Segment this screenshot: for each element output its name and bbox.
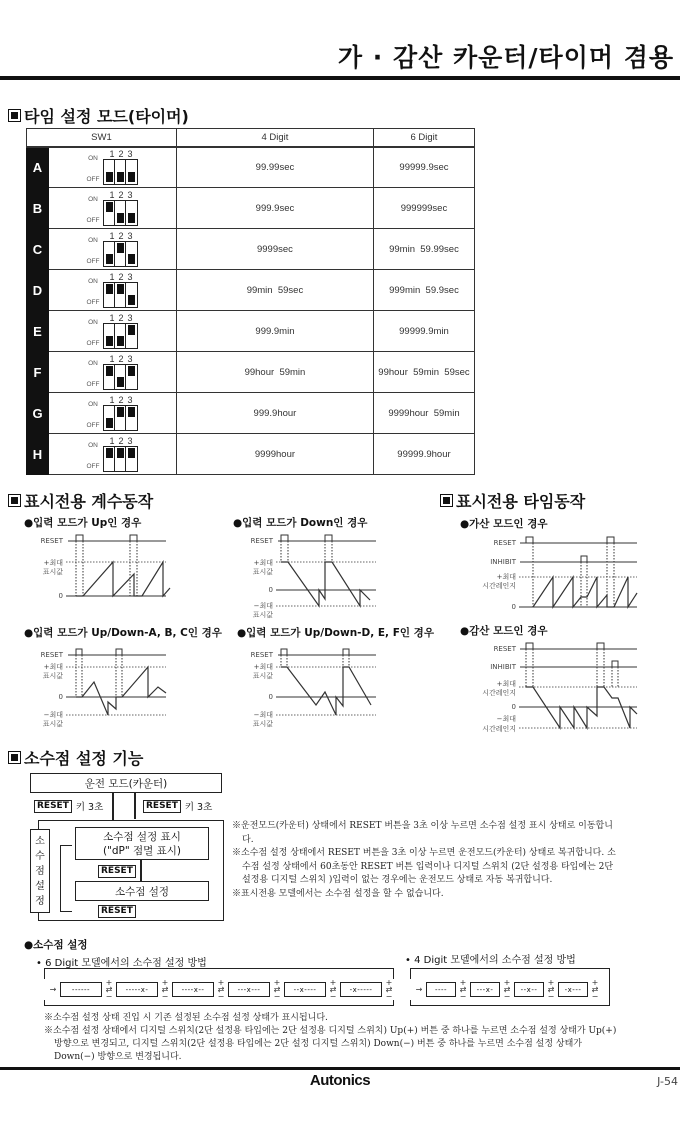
switch-number: 1	[109, 271, 115, 282]
plus-sign: +	[217, 978, 225, 987]
switch-number: 1	[109, 312, 115, 323]
label-minus-max: −최대	[253, 602, 273, 610]
label-display-value: 표시값	[252, 568, 273, 576]
switch-number: 2	[118, 148, 124, 159]
six-digit-sequence	[44, 979, 398, 1000]
switch-number: 3	[127, 394, 133, 405]
dip-switch-1	[104, 160, 115, 184]
label-zero: 0	[268, 586, 273, 594]
table-row	[27, 434, 475, 475]
updown-arrows-icon: + ⇄ −	[503, 978, 511, 1001]
six-digit-label: • 6 Digit 모델에서의 소수점 설정 방법	[36, 958, 207, 969]
dip-switch-icon	[103, 405, 138, 431]
label-display-value: 표시값	[252, 611, 273, 619]
label-time-range: 시간레인지	[482, 725, 516, 733]
display-cell: -----x-	[116, 982, 158, 997]
label-plus-max: +최대	[253, 663, 273, 671]
display-cell: --x----	[284, 982, 326, 997]
switch-number: 2	[118, 353, 124, 364]
switch-number: 3	[127, 230, 133, 241]
chart-title-sub: ●감산 모드인 경우	[460, 625, 548, 637]
label-zero: 0	[511, 703, 516, 711]
plus-sign: +	[503, 978, 511, 987]
label-minus-max: −최대	[496, 715, 516, 723]
row-label: E	[27, 311, 49, 352]
minus-sign: −	[329, 992, 337, 1001]
dip-switch-1	[104, 447, 115, 471]
label-zero: 0	[58, 592, 63, 600]
side-char: 설	[35, 880, 45, 892]
switch-number: 1	[109, 230, 115, 241]
display-cell: --x--	[514, 982, 544, 997]
table-row	[27, 352, 475, 393]
timing-chart-ud-abc	[30, 645, 180, 729]
label-zero: 0	[58, 693, 63, 701]
dip-switch-cell	[49, 229, 177, 270]
on-label: ON	[88, 442, 98, 449]
timing-chart-down	[240, 530, 390, 622]
switch-number: 3	[127, 189, 133, 200]
minus-sign: −	[503, 992, 511, 1001]
switch-number: 1	[109, 394, 115, 405]
note: ※운전모드(카운터) 상태에서 RESET 버튼을 3초 이상 누르면 소수점 설정 표시 상태로 이동합니다.	[232, 821, 613, 845]
dip-switch-icon	[103, 446, 138, 472]
off-label: OFF	[86, 217, 100, 224]
four-digit-sequence	[410, 979, 604, 1000]
switch-number: 2	[118, 435, 124, 446]
plus-sign: +	[105, 978, 113, 987]
row-label: F	[27, 352, 49, 393]
dip-switch-2	[115, 160, 126, 184]
minus-sign: −	[591, 992, 599, 1001]
on-label: ON	[88, 237, 98, 244]
dip-switch-2	[115, 406, 126, 430]
dip-switch-3	[126, 324, 137, 348]
col-header-4digit: 4 Digit	[176, 129, 373, 147]
box-line: ("dP" 점멸 표시)	[102, 844, 182, 857]
label-display-value: 표시값	[252, 720, 273, 728]
square-bullet-icon	[8, 109, 21, 122]
dip-switch-icon	[103, 200, 138, 226]
switch-number: 2	[118, 189, 124, 200]
label-reset: RESET	[250, 537, 273, 545]
on-label: ON	[88, 278, 98, 285]
bottom-notes	[44, 1012, 624, 1064]
dip-switch-icon	[103, 159, 138, 185]
row-label: A	[27, 147, 49, 188]
header-divider	[0, 76, 680, 80]
row-label: B	[27, 188, 49, 229]
minus-sign: −	[105, 992, 113, 1001]
switch-number: 2	[118, 230, 124, 241]
label-zero: 0	[511, 603, 516, 611]
cell-4digit: 99min 59sec	[176, 270, 373, 311]
arrow-line	[140, 860, 142, 881]
table-row	[27, 393, 475, 434]
label-plus-max: +최대	[496, 680, 516, 688]
cell-6digit: 99999.9sec	[373, 147, 474, 188]
table-row	[27, 147, 475, 188]
switch-number: 3	[127, 312, 133, 323]
reset-key-down-label	[143, 799, 212, 813]
on-label: ON	[88, 196, 98, 203]
row-label: C	[27, 229, 49, 270]
cell-4digit: 9999hour	[176, 434, 373, 475]
dip-switch-icon	[103, 364, 138, 390]
dip-switch-1	[104, 201, 115, 225]
plus-sign: +	[547, 978, 555, 987]
timing-chart-sub	[465, 638, 645, 734]
square-bullet-icon	[440, 494, 453, 507]
reset-key-up-label	[34, 799, 103, 813]
cell-6digit: 9999hour 59min	[373, 393, 474, 434]
dip-switch-icon	[103, 241, 138, 267]
cell-6digit: 99hour 59min 59sec	[373, 352, 474, 393]
updown-arrows-icon: + ⇄ −	[273, 978, 281, 1001]
off-label: OFF	[86, 381, 100, 388]
display-cell: ----x--	[172, 982, 214, 997]
arrow-right-icon: →	[415, 985, 423, 994]
dip-switch-3	[126, 447, 137, 471]
reset-key-icon: RESET	[98, 865, 136, 878]
dip-switch-cell	[49, 434, 177, 475]
label-display-value: 표시값	[42, 672, 63, 680]
switch-number: 3	[127, 435, 133, 446]
reset-key-icon: RESET	[98, 905, 136, 918]
dip-switch-2	[115, 365, 126, 389]
label-time-range: 시간레인지	[482, 689, 516, 697]
label-reset: RESET	[40, 537, 63, 545]
section-heading-timer-mode	[8, 104, 189, 127]
decimal-setting-box: 소수점 설정	[75, 881, 209, 901]
switch-number: 1	[109, 353, 115, 364]
side-char: 소	[35, 835, 45, 847]
dip-switch-1	[104, 283, 115, 307]
dip-switch-cell	[49, 147, 177, 188]
col-header-6digit: 6 Digit	[373, 129, 474, 147]
switch-number: 3	[127, 353, 133, 364]
reset-key-icon: RESET	[143, 800, 181, 813]
plus-sign: +	[591, 978, 599, 987]
minus-sign: −	[547, 992, 555, 1001]
note: ※소수점 설정 상태에서 디지털 스위치(2단 설정용 타입에는 2단 설정용 디지털 스위치) Up(+) 버튼 중 하나를 누르면 소수점 설정 상태가 Up(+) 방향으로 변경되고, 디지털 스위치(2단 설정용 타입에는 2단 설정 디지털 스위치) Down(−) 버튼 중 하나를 누르면 소수점 설정 상태가 Down(−) 방향으로 변경됩니다.	[44, 1026, 617, 1062]
timing-chart-ud-def	[240, 645, 390, 729]
section-title: 타임 설정 모드(타이머)	[24, 107, 189, 126]
label-inhibit: INHIBIT	[490, 663, 516, 671]
plus-sign: +	[385, 978, 393, 987]
label-display-value: 표시값	[42, 720, 63, 728]
section-heading-count-op	[8, 489, 153, 512]
label-minus-max: −최대	[253, 711, 273, 719]
updown-arrows-icon: + ⇄ −	[547, 978, 555, 1001]
on-label: ON	[88, 360, 98, 367]
plus-sign: +	[459, 978, 467, 987]
switch-number: 1	[109, 435, 115, 446]
dip-switch-cell	[49, 188, 177, 229]
footer-divider	[0, 1067, 680, 1070]
dip-switch-1	[104, 365, 115, 389]
section-title: 표시전용 계수동작	[24, 492, 154, 511]
cell-6digit: 99999.9min	[373, 311, 474, 352]
note: ※소수점 설정 상태에서 RESET 버튼을 3초 이상 누르면 운전모드(카운터) 상태로 복귀합니다. 소수점 설정 상태에서 60초동안 RESET 버튼 입력이나 디지털 스위치 (2단 설정용 타입에는 2단 설정용 디지털 스위치 )입력이 없는 경우에는 운전모드 상태로 자동 복귀합니다.	[232, 848, 616, 885]
reset-key-icon: RESET	[34, 800, 72, 813]
row-label: G	[27, 393, 49, 434]
minus-sign: −	[459, 992, 467, 1001]
dip-switch-2	[115, 201, 126, 225]
updown-arrows-icon: + ⇄ −	[105, 978, 113, 1001]
decimal-notes	[232, 820, 620, 901]
label-reset: RESET	[493, 645, 516, 653]
decimal-setting-side-label	[30, 829, 50, 913]
label-plus-max: +최대	[43, 559, 63, 567]
display-cell: ------	[60, 982, 102, 997]
decimal-display-box	[75, 827, 209, 860]
updown-arrows-icon: + ⇄ −	[161, 978, 169, 1001]
dip-switch-icon	[103, 323, 138, 349]
cell-4digit: 999.9min	[176, 311, 373, 352]
label-minus-max: −최대	[43, 711, 63, 719]
cell-4digit: 999.9hour	[176, 393, 373, 434]
arrow-right-icon: →	[49, 985, 57, 994]
dip-switch-cell	[49, 352, 177, 393]
note: ※표시전용 모델에서는 소수점 설정을 할 수 없습니다.	[232, 888, 444, 899]
updown-arrows-icon: + ⇄ −	[591, 978, 599, 1001]
key-duration: 키 3초	[184, 802, 213, 813]
off-label: OFF	[86, 176, 100, 184]
dip-switch-2	[115, 447, 126, 471]
dip-switch-cell	[49, 311, 177, 352]
dip-switch-2	[115, 242, 126, 266]
page-title: 가 · 감산 카운터/타이머 겸용	[337, 43, 674, 72]
table-row	[27, 270, 475, 311]
page-number: J-54	[657, 1075, 678, 1088]
arrow-up-line	[112, 793, 114, 820]
cell-6digit: 99min 59.99sec	[373, 229, 474, 270]
dip-switch-3	[126, 283, 137, 307]
updown-arrows-icon: + ⇄ −	[329, 978, 337, 1001]
chart-title-down: ●입력 모드가 Down인 경우	[233, 517, 368, 529]
display-cell: -x-----	[340, 982, 382, 997]
section-heading-time-op	[440, 489, 585, 512]
dip-switch-2	[115, 324, 126, 348]
side-char: 수	[35, 850, 45, 862]
side-char: 정	[35, 895, 45, 907]
brand-logo: Autonics	[309, 1072, 371, 1089]
dip-switch-1	[104, 242, 115, 266]
table-row	[27, 229, 475, 270]
plus-sign: +	[329, 978, 337, 987]
dip-switch-cell	[49, 270, 177, 311]
dip-switch-2	[115, 283, 126, 307]
section-heading-decimal	[8, 746, 143, 769]
display-cell: ----	[426, 982, 456, 997]
label-display-value: 표시값	[252, 672, 273, 680]
label-plus-max: +최대	[496, 573, 516, 581]
off-label: OFF	[86, 299, 100, 306]
minus-sign: −	[273, 992, 281, 1001]
updown-arrows-icon: + ⇄ −	[385, 978, 393, 1001]
cell-4digit: 99.99sec	[176, 147, 373, 188]
timing-chart-add	[465, 535, 645, 615]
dip-switch-3	[126, 406, 137, 430]
switch-number: 3	[127, 148, 133, 159]
timing-chart-up	[30, 530, 180, 610]
four-digit-label: • 4 Digit 모델에서의 소수점 설정 방법	[405, 955, 576, 966]
cell-6digit: 999999sec	[373, 188, 474, 229]
arrow-down-line	[134, 793, 136, 819]
on-label: ON	[88, 319, 98, 326]
switch-number: 1	[109, 189, 115, 200]
cell-4digit: 99hour 59min	[176, 352, 373, 393]
minus-sign: −	[217, 992, 225, 1001]
switch-number: 2	[118, 312, 124, 323]
dip-switch-1	[104, 324, 115, 348]
row-label: H	[27, 434, 49, 475]
table-row	[27, 311, 475, 352]
dip-switch-3	[126, 201, 137, 225]
loop-line	[60, 845, 72, 912]
chart-title-add: ●가산 모드인 경우	[460, 518, 548, 530]
plus-sign: +	[161, 978, 169, 987]
label-plus-max: +최대	[253, 559, 273, 567]
timer-mode-table	[26, 128, 475, 475]
off-label: OFF	[86, 258, 100, 265]
switch-number: 2	[118, 271, 124, 282]
minus-sign: −	[161, 992, 169, 1001]
run-mode-box: 운전 모드(카운터)	[30, 773, 222, 793]
label-plus-max: +최대	[43, 663, 63, 671]
cell-6digit: 99999.9hour	[373, 434, 474, 475]
off-label: OFF	[86, 463, 100, 470]
dip-switch-1	[104, 406, 115, 430]
label-reset: RESET	[493, 539, 516, 547]
display-cell: -x---	[558, 982, 588, 997]
updown-arrows-icon: + ⇄ −	[217, 978, 225, 1001]
display-cell: ---x-	[470, 982, 500, 997]
square-bullet-icon	[8, 751, 21, 764]
note: ※소수점 설정 상태 진입 시 기존 설정된 소수점 설정 상태가 표시됩니다.	[44, 1013, 328, 1023]
chart-title-up: ●입력 모드가 Up인 경우	[24, 517, 142, 529]
label-time-range: 시간레인지	[482, 582, 516, 590]
display-cell: ---x---	[228, 982, 270, 997]
section-title: 표시전용 타임동작	[456, 492, 586, 511]
cell-6digit: 999min 59.9sec	[373, 270, 474, 311]
row-label: D	[27, 270, 49, 311]
off-label: OFF	[86, 422, 100, 429]
switch-number: 3	[127, 271, 133, 282]
off-label: OFF	[86, 340, 100, 347]
side-char: 점	[35, 865, 45, 877]
dip-switch-3	[126, 160, 137, 184]
plus-sign: +	[273, 978, 281, 987]
decimal-sub-heading: ●소수점 설정	[24, 939, 88, 951]
minus-sign: −	[385, 992, 393, 1001]
label-display-value: 표시값	[42, 568, 63, 576]
switch-number: 1	[109, 148, 115, 159]
cell-4digit: 9999sec	[176, 229, 373, 270]
on-label: ON	[88, 155, 98, 163]
updown-arrows-icon: + ⇄ −	[459, 978, 467, 1001]
label-reset: RESET	[250, 651, 273, 659]
chart-title-ud-def: ●입력 모드가 Up/Down-D, E, F인 경우	[237, 627, 434, 639]
section-title: 소수점 설정 기능	[24, 749, 144, 768]
cell-4digit: 999.9sec	[176, 188, 373, 229]
label-inhibit: INHIBIT	[490, 558, 516, 566]
col-header-sw1: SW1	[27, 129, 177, 147]
dip-switch-3	[126, 242, 137, 266]
key-duration: 키 3초	[75, 802, 104, 813]
dip-switch-icon	[103, 282, 138, 308]
table-row	[27, 188, 475, 229]
label-reset: RESET	[40, 651, 63, 659]
on-label: ON	[88, 401, 98, 408]
label-zero: 0	[268, 693, 273, 701]
chart-title-ud-abc: ●입력 모드가 Up/Down-A, B, C인 경우	[24, 627, 222, 639]
dip-switch-cell	[49, 393, 177, 434]
dip-switch-3	[126, 365, 137, 389]
switch-number: 2	[118, 394, 124, 405]
box-line: 소수점 설정 표시	[103, 830, 181, 843]
square-bullet-icon	[8, 494, 21, 507]
